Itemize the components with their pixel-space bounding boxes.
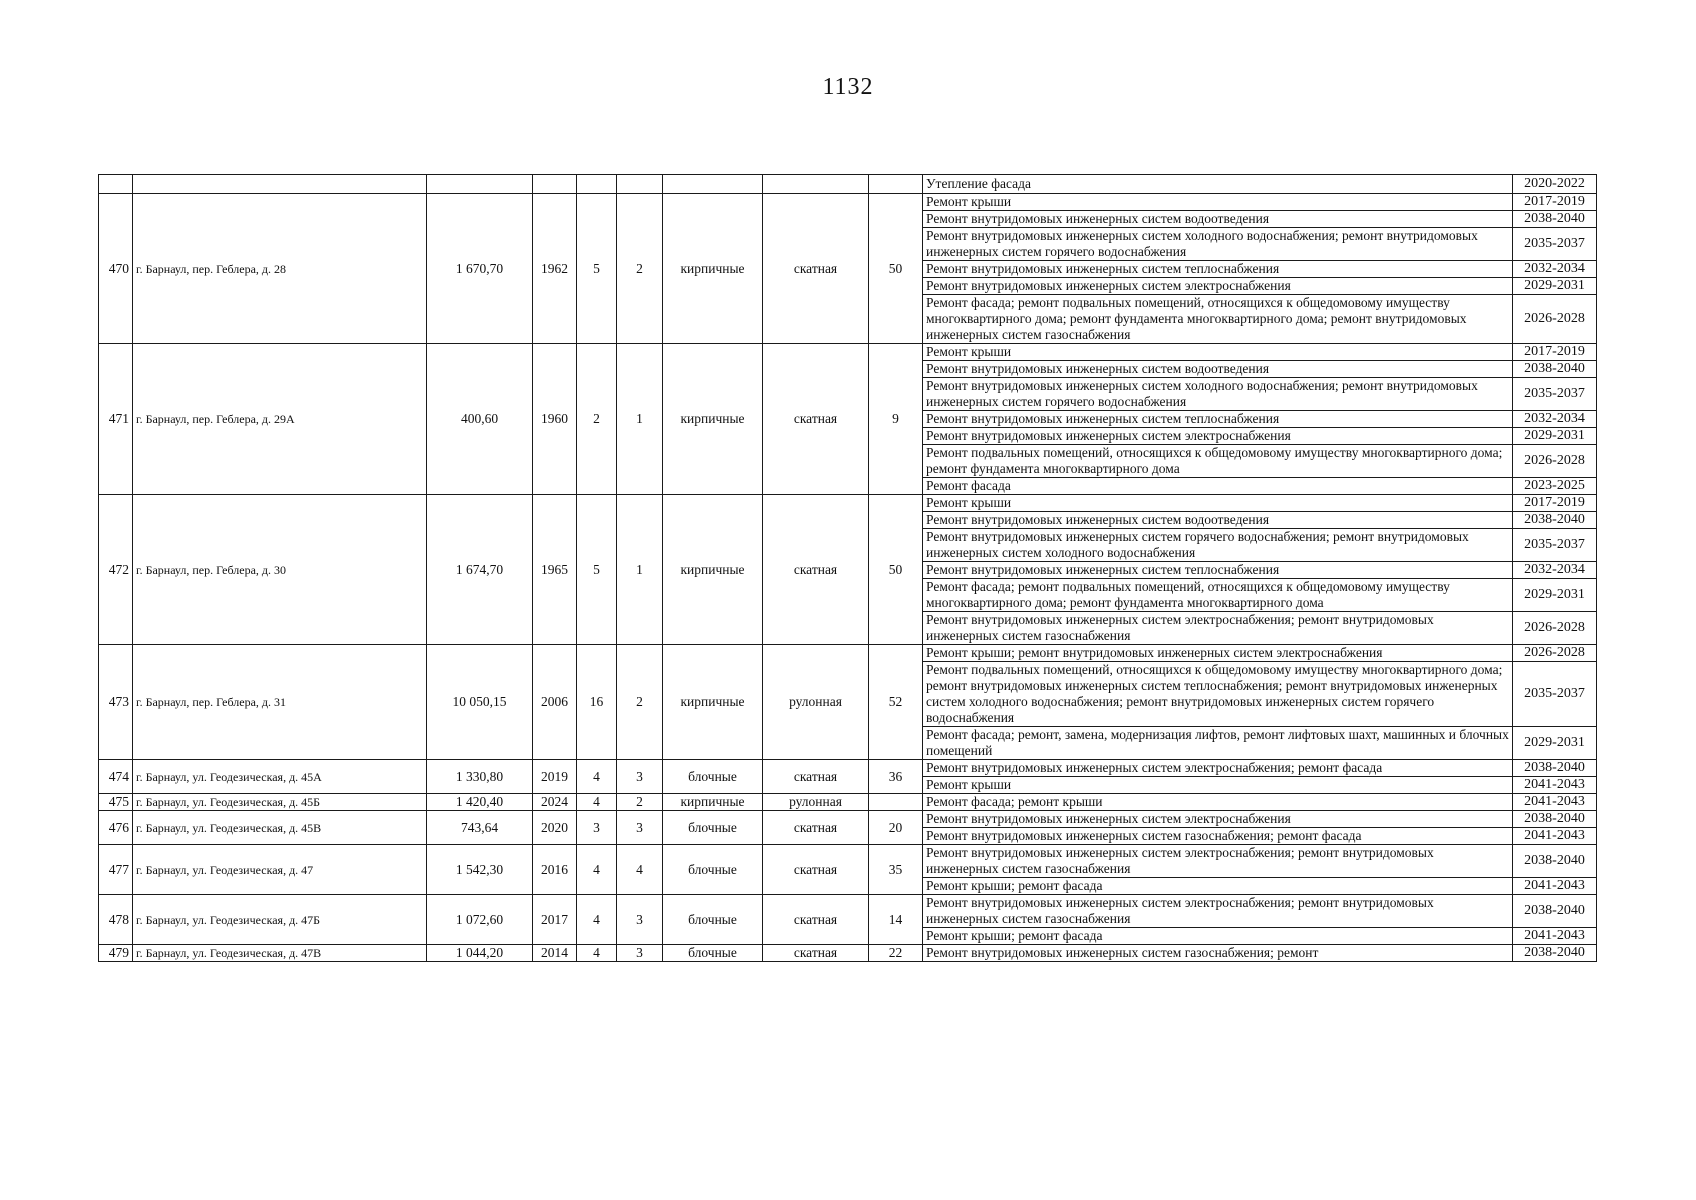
wall-material-cell: кирпичные [663,194,763,344]
table-row [99,845,1597,878]
work-period: 2029-2031 [1513,579,1597,612]
work-description: Ремонт крыши [923,344,1513,361]
work-description: Ремонт внутридомовых инженерных систем электроснабжения; ремонт внутридомовых инженерных систем газоснабжения [923,612,1513,645]
empty-cell [427,175,533,194]
work-description: Ремонт крыши; ремонт внутридомовых инженерных систем электроснабжения [923,645,1513,662]
work-description: Ремонт внутридомовых инженерных систем электроснабжения; ремонт фасада [923,760,1513,777]
work-description: Ремонт внутридомовых инженерных систем холодного водоснабжения; ремонт внутридомовых инженерных систем горячего водоснабжения [923,378,1513,411]
roof-type-cell: рулонная [763,645,869,760]
work-description: Ремонт фасада [923,478,1513,495]
floors-cell: 3 [577,811,617,845]
build-year-cell: 1962 [533,194,577,344]
work-description: Ремонт внутридомовых инженерных систем электроснабжения; ремонт внутридомовых инженерных систем газоснабжения [923,845,1513,878]
address-cell: г. Барнаул, пер. Геблера, д. 28 [133,194,427,344]
area-cell: 1 542,30 [427,845,533,895]
work-period: 2041-2043 [1513,928,1597,945]
work-description: Ремонт внутридомовых инженерных систем электроснабжения [923,811,1513,828]
build-year-cell: 2019 [533,760,577,794]
area-cell: 743,64 [427,811,533,845]
continuation-row [99,175,1597,194]
work-period: 2032-2034 [1513,562,1597,579]
work-period: 2038-2040 [1513,945,1597,962]
address-cell: г. Барнаул, пер. Геблера, д. 31 [133,645,427,760]
table-body [99,175,1597,962]
house-number-cell: 477 [99,845,133,895]
entrances-cell: 3 [617,945,663,962]
wall-material-cell: блочные [663,845,763,895]
work-period: 2041-2043 [1513,794,1597,811]
empty-cell [99,175,133,194]
empty-cell [533,175,577,194]
entrances-cell: 1 [617,344,663,495]
work-period: 2017-2019 [1513,194,1597,211]
work-description: Ремонт крыши [923,777,1513,794]
roof-type-cell: скатная [763,845,869,895]
residents-cell: 22 [869,945,923,962]
work-period: 2038-2040 [1513,512,1597,529]
residents-cell [869,794,923,811]
table-row [99,794,1597,811]
wall-material-cell: блочные [663,895,763,945]
work-period: 2038-2040 [1513,361,1597,378]
house-number-cell: 478 [99,895,133,945]
work-period: 2035-2037 [1513,378,1597,411]
work-period: 2035-2037 [1513,529,1597,562]
build-year-cell: 2017 [533,895,577,945]
work-period: 2032-2034 [1513,261,1597,278]
work-description: Ремонт внутридомовых инженерных систем электроснабжения [923,428,1513,445]
area-cell: 1 670,70 [427,194,533,344]
empty-cell [763,175,869,194]
floors-cell: 4 [577,794,617,811]
work-period: 2026-2028 [1513,445,1597,478]
address-cell: г. Барнаул, ул. Геодезическая, д. 45В [133,811,427,845]
page-number: 1132 [822,74,874,100]
address-cell: г. Барнаул, ул. Геодезическая, д. 47Б [133,895,427,945]
residents-cell: 20 [869,811,923,845]
address-cell: г. Барнаул, ул. Геодезическая, д. 45А [133,760,427,794]
floors-cell: 4 [577,945,617,962]
residents-cell: 50 [869,495,923,645]
work-description: Утепление фасада [923,175,1513,194]
roof-type-cell: рулонная [763,794,869,811]
entrances-cell: 2 [617,794,663,811]
work-description: Ремонт внутридомовых инженерных систем газоснабжения; ремонт фасада [923,828,1513,845]
wall-material-cell: блочные [663,760,763,794]
floors-cell: 4 [577,845,617,895]
residents-cell: 50 [869,194,923,344]
residents-cell: 35 [869,845,923,895]
work-period: 2032-2034 [1513,411,1597,428]
build-year-cell: 2014 [533,945,577,962]
work-period: 2041-2043 [1513,878,1597,895]
work-description: Ремонт фасада; ремонт крыши [923,794,1513,811]
area-cell: 1 330,80 [427,760,533,794]
entrances-cell: 1 [617,495,663,645]
work-description: Ремонт подвальных помещений, относящихся к общедомовому имуществу многоквартирного дома; ремонт внутридомовых инженерных систем теплоснабжения; ремонт внутридомовых инженерных систем холодного водоснабжения; ремонт внутридомовых инженерных систем горячего водоснабжения [923,662,1513,727]
work-period: 2038-2040 [1513,760,1597,777]
entrances-cell: 3 [617,895,663,945]
work-description: Ремонт фасада; ремонт подвальных помещений, относящихся к общедомовому имуществу многоквартирного дома; ремонт фундамента многоквартирного дома; ремонт внутридомовых инженерных систем газоснабжения [923,295,1513,344]
roof-type-cell: скатная [763,495,869,645]
entrances-cell: 3 [617,760,663,794]
entrances-cell: 3 [617,811,663,845]
wall-material-cell: кирпичные [663,495,763,645]
address-cell: г. Барнаул, ул. Геодезическая, д. 45Б [133,794,427,811]
roof-type-cell: скатная [763,895,869,945]
area-cell: 1 674,70 [427,495,533,645]
address-cell: г. Барнаул, пер. Геблера, д. 30 [133,495,427,645]
table-row [99,895,1597,928]
build-year-cell: 2016 [533,845,577,895]
house-number-cell: 475 [99,794,133,811]
work-period: 2029-2031 [1513,278,1597,295]
build-year-cell: 2020 [533,811,577,845]
build-year-cell: 2006 [533,645,577,760]
work-description: Ремонт подвальных помещений, относящихся к общедомовому имуществу многоквартирного дома; ремонт фундамента многоквартирного дома [923,445,1513,478]
wall-material-cell: блочные [663,945,763,962]
work-period: 2029-2031 [1513,727,1597,760]
area-cell: 1 420,40 [427,794,533,811]
wall-material-cell: кирпичные [663,344,763,495]
work-period: 2041-2043 [1513,828,1597,845]
house-number-cell: 473 [99,645,133,760]
floors-cell: 5 [577,495,617,645]
work-period: 2038-2040 [1513,895,1597,928]
work-period: 2041-2043 [1513,777,1597,794]
work-description: Ремонт внутридомовых инженерных систем электроснабжения; ремонт внутридомовых инженерных систем газоснабжения [923,895,1513,928]
work-description: Ремонт крыши; ремонт фасада [923,928,1513,945]
build-year-cell: 1960 [533,344,577,495]
house-number-cell: 474 [99,760,133,794]
residents-cell: 9 [869,344,923,495]
roof-type-cell: скатная [763,344,869,495]
wall-material-cell: кирпичные [663,645,763,760]
work-description: Ремонт внутридомовых инженерных систем газоснабжения; ремонт [923,945,1513,962]
residents-cell: 14 [869,895,923,945]
address-cell: г. Барнаул, ул. Геодезическая, д. 47 [133,845,427,895]
work-description: Ремонт крыши [923,194,1513,211]
roof-type-cell: скатная [763,760,869,794]
house-number-cell: 470 [99,194,133,344]
build-year-cell: 1965 [533,495,577,645]
roof-type-cell: скатная [763,811,869,845]
work-description: Ремонт внутридомовых инженерных систем водоотведения [923,512,1513,529]
floors-cell: 2 [577,344,617,495]
area-cell: 10 050,15 [427,645,533,760]
empty-cell [663,175,763,194]
work-period: 2017-2019 [1513,495,1597,512]
work-description: Ремонт внутридомовых инженерных систем электроснабжения [923,278,1513,295]
work-period: 2038-2040 [1513,211,1597,228]
work-period: 2038-2040 [1513,811,1597,828]
area-cell: 400,60 [427,344,533,495]
table-row [99,194,1597,211]
house-number-cell: 471 [99,344,133,495]
work-description: Ремонт внутридомовых инженерных систем водоотведения [923,361,1513,378]
address-cell: г. Барнаул, пер. Геблера, д. 29А [133,344,427,495]
wall-material-cell: блочные [663,811,763,845]
residents-cell: 36 [869,760,923,794]
table-row [99,495,1597,512]
work-period: 2017-2019 [1513,344,1597,361]
work-period: 2020-2022 [1513,175,1597,194]
area-cell: 1 072,60 [427,895,533,945]
house-number-cell: 476 [99,811,133,845]
work-description: Ремонт внутридомовых инженерных систем теплоснабжения [923,562,1513,579]
entrances-cell: 4 [617,845,663,895]
work-period: 2035-2037 [1513,228,1597,261]
residents-cell: 52 [869,645,923,760]
work-period: 2026-2028 [1513,295,1597,344]
work-description: Ремонт крыши [923,495,1513,512]
table-row [99,811,1597,828]
table-row [99,645,1597,662]
roof-type-cell: скатная [763,194,869,344]
work-period: 2026-2028 [1513,645,1597,662]
work-description: Ремонт внутридомовых инженерных систем теплоснабжения [923,411,1513,428]
house-number-cell: 479 [99,945,133,962]
floors-cell: 4 [577,760,617,794]
empty-cell [577,175,617,194]
empty-cell [133,175,427,194]
work-description: Ремонт внутридомовых инженерных систем теплоснабжения [923,261,1513,278]
work-description: Ремонт крыши; ремонт фасада [923,878,1513,895]
empty-cell [617,175,663,194]
work-period: 2038-2040 [1513,845,1597,878]
empty-cell [869,175,923,194]
repair-schedule-table [98,174,1597,962]
work-description: Ремонт внутридомовых инженерных систем холодного водоснабжения; ремонт внутридомовых инженерных систем горячего водоснабжения [923,228,1513,261]
work-period: 2023-2025 [1513,478,1597,495]
table-row [99,945,1597,962]
floors-cell: 4 [577,895,617,945]
work-period: 2026-2028 [1513,612,1597,645]
floors-cell: 16 [577,645,617,760]
roof-type-cell: скатная [763,945,869,962]
work-description: Ремонт фасада; ремонт подвальных помещений, относящихся к общедомовому имуществу многоквартирного дома; ремонт фундамента многоквартирного дома [923,579,1513,612]
entrances-cell: 2 [617,645,663,760]
work-description: Ремонт внутридомовых инженерных систем горячего водоснабжения; ремонт внутридомовых инженерных систем холодного водоснабжения [923,529,1513,562]
entrances-cell: 2 [617,194,663,344]
work-period: 2029-2031 [1513,428,1597,445]
build-year-cell: 2024 [533,794,577,811]
work-description: Ремонт внутридомовых инженерных систем водоотведения [923,211,1513,228]
table-row [99,760,1597,777]
table-row [99,344,1597,361]
floors-cell: 5 [577,194,617,344]
wall-material-cell: кирпичные [663,794,763,811]
work-description: Ремонт фасада; ремонт, замена, модернизация лифтов, ремонт лифтовых шахт, машинных и блочных помещений [923,727,1513,760]
address-cell: г. Барнаул, ул. Геодезическая, д. 47В [133,945,427,962]
work-period: 2035-2037 [1513,662,1597,727]
area-cell: 1 044,20 [427,945,533,962]
house-number-cell: 472 [99,495,133,645]
